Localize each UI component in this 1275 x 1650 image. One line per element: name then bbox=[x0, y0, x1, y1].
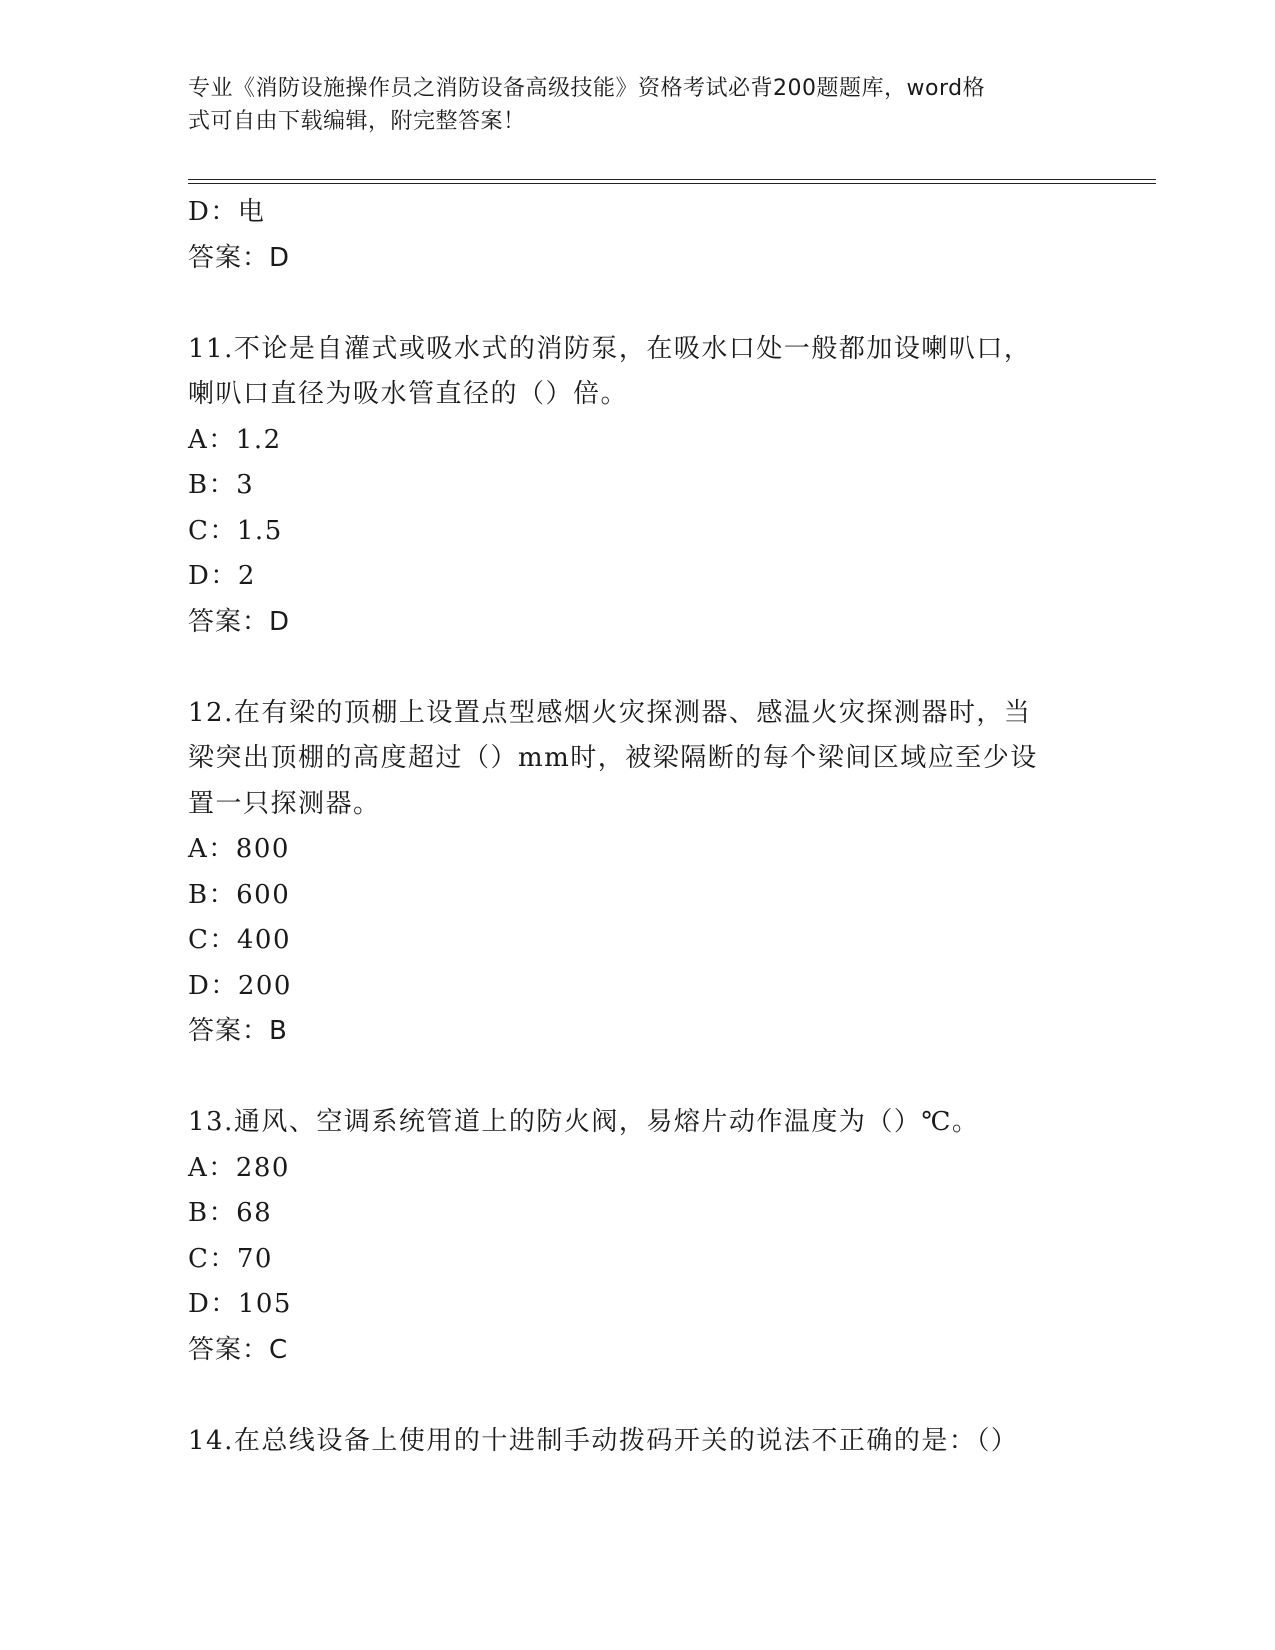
spacer bbox=[188, 1373, 1088, 1419]
document-header bbox=[188, 72, 1068, 138]
question-stem: 喇叭口直径为吸水管直径的（）倍。 bbox=[188, 379, 629, 409]
spacer bbox=[188, 645, 1088, 691]
option-c: C：1.5 bbox=[188, 515, 283, 546]
header-divider-thick bbox=[188, 179, 1156, 180]
header-line-2: 式可自由下载编辑，附完整答案！ bbox=[188, 109, 526, 134]
option-c: C：70 bbox=[188, 1243, 273, 1274]
question-list bbox=[188, 190, 1088, 1464]
spacer bbox=[188, 281, 1088, 327]
question-stem: 梁突出顶棚的高度超过（）mm时，被梁隔断的每个梁间区域应至少设 bbox=[188, 743, 1038, 773]
question-14 bbox=[188, 1419, 1088, 1465]
question-stem: 置一只探测器。 bbox=[188, 788, 381, 819]
question-stem: 11.不论是自灌式或吸水式的消防泵，在吸水口处一般都加设喇叭口， bbox=[188, 333, 1032, 364]
option-d: D：200 bbox=[188, 970, 292, 1001]
option-d: D：2 bbox=[188, 561, 256, 591]
option-b: B：600 bbox=[188, 879, 291, 910]
answer-line: 答案：D bbox=[188, 606, 291, 637]
option-b: B：68 bbox=[188, 1198, 273, 1228]
answer-line: 答案：D bbox=[188, 242, 291, 273]
option-b: B：3 bbox=[188, 470, 255, 500]
answer-line: 答案：B bbox=[188, 1016, 288, 1046]
option-c: C：400 bbox=[188, 925, 292, 955]
header-divider-thin bbox=[188, 183, 1156, 184]
question-stem: 13.通风、空调系统管道上的防火阀，易熔片动作温度为（）℃。 bbox=[188, 1107, 980, 1137]
question-12 bbox=[188, 691, 1088, 1055]
option-d: D：105 bbox=[188, 1289, 292, 1319]
question-11 bbox=[188, 327, 1088, 646]
header-line-1: 专业《消防设施操作员之消防设备高级技能》资格考试必背200题题库，word格 bbox=[188, 76, 986, 101]
option-a: A：800 bbox=[188, 834, 290, 864]
answer-line: 答案：C bbox=[188, 1334, 289, 1365]
question-stem: 14.在总线设备上使用的十进制手动拨码开关的说法不正确的是：（） bbox=[188, 1425, 1019, 1456]
question-10-tail bbox=[188, 190, 1088, 281]
question-stem: 12.在有梁的顶棚上设置点型感烟火灾探测器、感温火灾探测器时，当 bbox=[188, 697, 1032, 728]
option-a: A：1.2 bbox=[188, 424, 282, 455]
option-a: A：280 bbox=[188, 1152, 290, 1183]
option-d: D：电 bbox=[188, 197, 266, 227]
spacer bbox=[188, 1055, 1088, 1101]
question-13 bbox=[188, 1100, 1088, 1373]
